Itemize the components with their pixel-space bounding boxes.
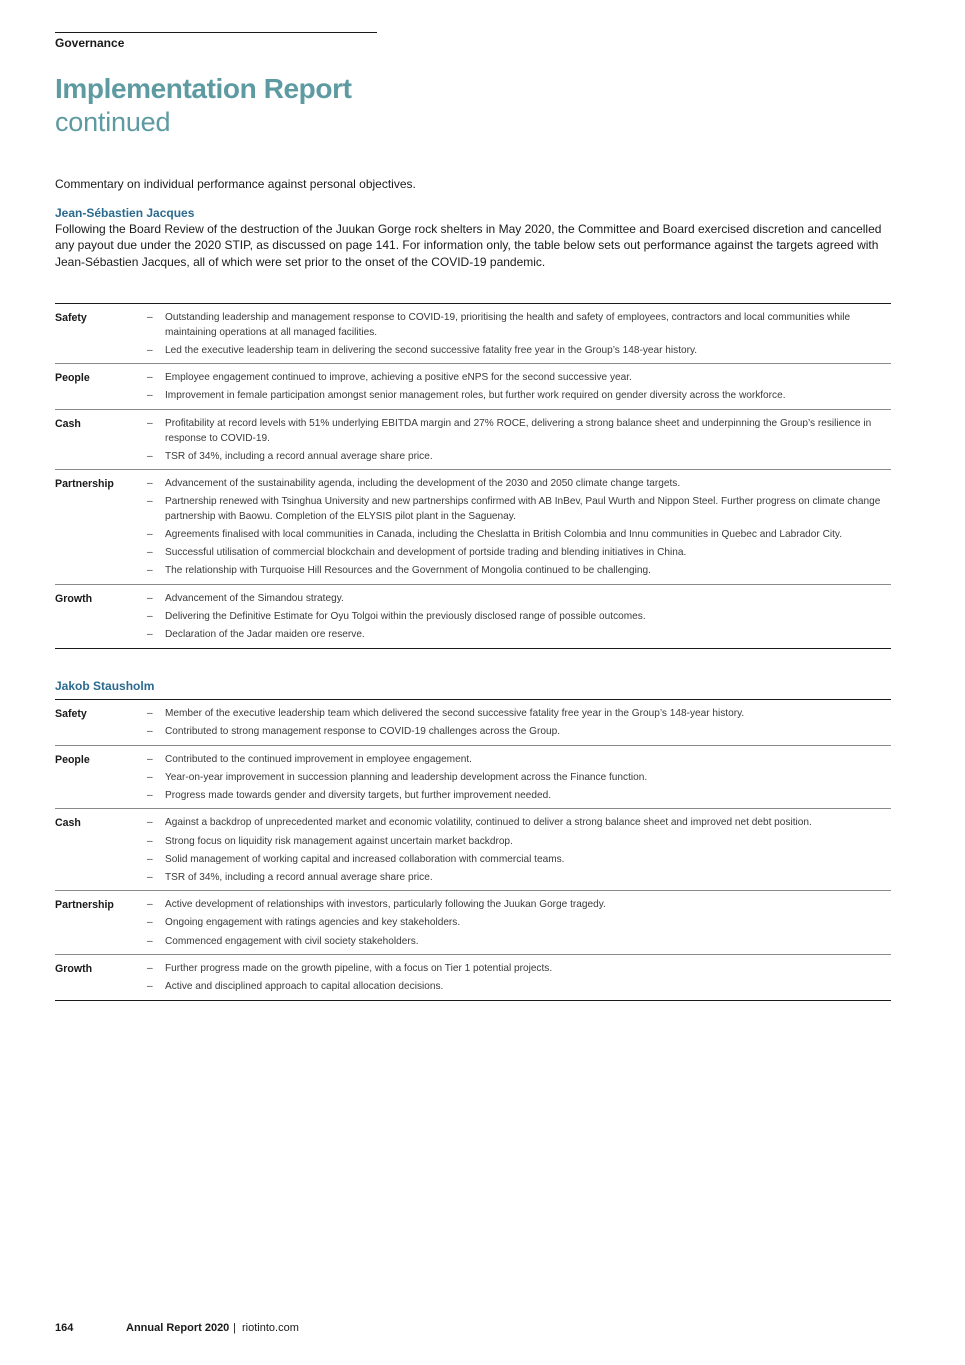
footer-report-title: Annual Report 2020 xyxy=(126,1322,230,1334)
list-item xyxy=(147,610,891,625)
list-item xyxy=(147,707,891,722)
item-text: Outstanding leadership and management response to COVID-19, prioritising the health and safety of employees, contractors and local communities while maintaining operations at all managed facilities. xyxy=(165,312,851,338)
dash-bullet: – xyxy=(147,963,153,975)
item-text: Solid management of working capital and increased collaboration with commercial teams. xyxy=(165,853,565,865)
dash-bullet: – xyxy=(147,547,153,559)
dash-bullet: – xyxy=(147,529,153,541)
table-row xyxy=(55,891,891,955)
list-item xyxy=(147,389,891,404)
dash-bullet: – xyxy=(147,592,153,604)
list-item xyxy=(147,835,891,850)
dash-bullet: – xyxy=(147,853,153,865)
intro-text: Commentary on individual performance against personal objectives. xyxy=(55,177,416,191)
row-label: Cash xyxy=(55,417,81,430)
list-item xyxy=(147,592,891,607)
list-item xyxy=(147,528,891,543)
row-label: Partnership xyxy=(55,899,114,912)
dash-bullet: – xyxy=(147,935,153,947)
dash-bullet: – xyxy=(147,450,153,462)
row-label: Growth xyxy=(55,963,93,976)
item-text: Member of the executive leadership team which delivered the second successive fatality free year in the Group’s 148-year history. xyxy=(165,708,745,719)
table-row xyxy=(55,585,891,649)
item-text: Further progress made on the growth pipeline, with a focus on Tier 1 potential projects. xyxy=(165,963,553,975)
list-item xyxy=(147,417,891,446)
list-item xyxy=(147,725,891,740)
dash-bullet: – xyxy=(147,417,153,429)
dash-bullet: – xyxy=(147,372,153,384)
page-subtitle: continued xyxy=(55,107,171,137)
item-text: Successful utilisation of commercial blockchain and development of portside trading and blending initiatives in China. xyxy=(165,547,687,559)
list-item xyxy=(147,564,891,579)
footer-website: riotinto.com xyxy=(242,1322,299,1334)
item-text: Agreements finalised with local communities in Canada, including the Cheslatta in British Colombia and Innu communities in Quebec and Labrador City. xyxy=(165,529,843,541)
item-text: Led the executive leadership team in delivering the second successive fatality free year in the Group’s 148-year history. xyxy=(165,344,698,356)
page-number: 164 xyxy=(55,1322,74,1334)
list-item xyxy=(147,898,891,913)
list-item xyxy=(147,628,891,643)
dash-bullet: – xyxy=(147,871,153,883)
row-items xyxy=(147,592,891,643)
dash-bullet: – xyxy=(147,835,153,847)
dash-bullet: – xyxy=(147,312,153,323)
dash-bullet: – xyxy=(147,753,153,765)
person-name-jacques: Jean-Sébastien Jacques xyxy=(55,206,195,220)
dash-bullet: – xyxy=(147,344,153,356)
row-items xyxy=(147,477,891,579)
item-text: Commenced engagement with civil society stakeholders. xyxy=(165,935,419,947)
table-row xyxy=(55,470,891,585)
item-text: Profitability at record levels with 51% underlying EBITDA margin and 27% ROCE, delivering a strong balance sheet and underpinning the Group’s resilience in response to COVID-19. xyxy=(165,417,872,444)
item-text: Ongoing engagement with ratings agencies and key stakeholders. xyxy=(165,917,461,929)
row-items xyxy=(147,707,891,740)
item-text: Declaration of the Jadar maiden ore reserve. xyxy=(165,629,365,640)
dash-bullet: – xyxy=(147,817,153,829)
list-item xyxy=(147,816,891,831)
item-text: The relationship with Turquoise Hill Resources and the Government of Mongolia continued to be challenging. xyxy=(165,565,651,577)
row-label: People xyxy=(55,372,90,385)
table-row xyxy=(55,410,891,470)
item-text: Advancement of the sustainability agenda, including the development of the 2030 and 2050 climate change targets. xyxy=(165,478,681,490)
row-items xyxy=(147,753,891,804)
dash-bullet: – xyxy=(147,496,153,508)
item-text: Contributed to the continued improvement in employee engagement. xyxy=(165,753,472,765)
row-items xyxy=(147,962,891,995)
list-item xyxy=(147,311,891,340)
row-label: Safety xyxy=(55,312,87,324)
table-row xyxy=(55,809,891,891)
list-item xyxy=(147,771,891,786)
list-item xyxy=(147,962,891,977)
dash-bullet: – xyxy=(147,726,153,738)
performance-table-jacques xyxy=(55,303,891,649)
row-label: Cash xyxy=(55,817,81,830)
list-item xyxy=(147,853,891,868)
row-items xyxy=(147,898,891,949)
dash-bullet: – xyxy=(147,771,153,783)
row-items xyxy=(147,371,891,404)
list-item xyxy=(147,753,891,768)
item-text: Employee engagement continued to improve, achieving a positive eNPS for the second successive year. xyxy=(165,372,632,384)
item-text: TSR of 34%, including a record annual average share price. xyxy=(165,871,433,883)
row-items xyxy=(147,417,891,464)
item-text: Active and disciplined approach to capital allocation decisions. xyxy=(165,981,444,993)
table-row xyxy=(55,700,891,746)
row-label: People xyxy=(55,753,90,766)
list-item xyxy=(147,916,891,931)
list-item xyxy=(147,371,891,386)
item-text: Progress made towards gender and diversity targets, but further improvement needed. xyxy=(165,789,552,801)
dash-bullet: – xyxy=(147,917,153,929)
section-label: Governance xyxy=(55,36,125,50)
list-item xyxy=(147,495,891,524)
list-item xyxy=(147,546,891,561)
performance-table-stausholm xyxy=(55,699,891,1001)
row-label: Growth xyxy=(55,592,93,605)
person-name-stausholm: Jakob Stausholm xyxy=(55,679,155,693)
item-text: Delivering the Definitive Estimate for Oyu Tolgoi within the previously disclosed range of possible outcomes. xyxy=(165,610,646,622)
list-item xyxy=(147,344,891,359)
table-row xyxy=(55,955,891,1001)
dash-bullet: – xyxy=(147,610,153,622)
dash-bullet: – xyxy=(147,789,153,801)
item-text: Strong focus on liquidity risk management against uncertain market backdrop. xyxy=(165,835,513,847)
dash-bullet: – xyxy=(147,708,153,719)
item-text: Improvement in female participation amongst senior management roles, but further work required on gender diversity across the workforce. xyxy=(165,390,786,402)
page-title: Implementation Report xyxy=(55,73,352,104)
dash-bullet: – xyxy=(147,390,153,402)
row-items xyxy=(147,816,891,885)
row-items xyxy=(147,311,891,358)
table-row xyxy=(55,746,891,810)
list-item xyxy=(147,935,891,950)
list-item xyxy=(147,477,891,492)
jacques-paragraph: Following the Board Review of the destruction of the Juukan Gorge rock shelters in May 2020, the Committee and Board exercised discretion and cancelled any payout due under the 2020 STIP, as discussed on page 141. For information only, the table below sets out performance against the targets agreed with Jean-Sébastien Jacques, all of which were set prior to the onset of the COVID-19 pandemic. xyxy=(55,222,882,269)
list-item xyxy=(147,789,891,804)
table-row xyxy=(55,364,891,410)
dash-bullet: – xyxy=(147,899,153,911)
row-label: Partnership xyxy=(55,478,114,491)
dash-bullet: – xyxy=(147,565,153,577)
list-item xyxy=(147,871,891,886)
table-row xyxy=(55,304,891,364)
footer-separator: | xyxy=(233,1322,236,1334)
list-item xyxy=(147,450,891,465)
item-text: Active development of relationships with investors, particularly following the Juukan Gorge tragedy. xyxy=(165,899,606,911)
item-text: TSR of 34%, including a record annual average share price. xyxy=(165,450,433,462)
dash-bullet: – xyxy=(147,629,153,640)
section-rule xyxy=(55,32,377,33)
item-text: Year-on-year improvement in succession planning and leadership development across the Finance function. xyxy=(165,771,648,783)
dash-bullet: – xyxy=(147,478,153,490)
dash-bullet: – xyxy=(147,981,153,993)
list-item xyxy=(147,980,891,995)
item-text: Partnership renewed with Tsinghua University and new partnerships confirmed with AB InBev, Paul Wurth and Nippon Steel. Further progress on climate change partnership with Baowu. Completion of the ELYSIS pilot plant in the Saguenay. xyxy=(165,496,881,522)
item-text: Advancement of the Simandou strategy. xyxy=(165,592,344,604)
item-text: Contributed to strong management response to COVID-19 challenges across the Group. xyxy=(165,726,560,738)
row-label: Safety xyxy=(55,708,87,720)
item-text: Against a backdrop of unprecedented market and economic volatility, continued to deliver a strong balance sheet and improved net debt position. xyxy=(165,817,812,829)
